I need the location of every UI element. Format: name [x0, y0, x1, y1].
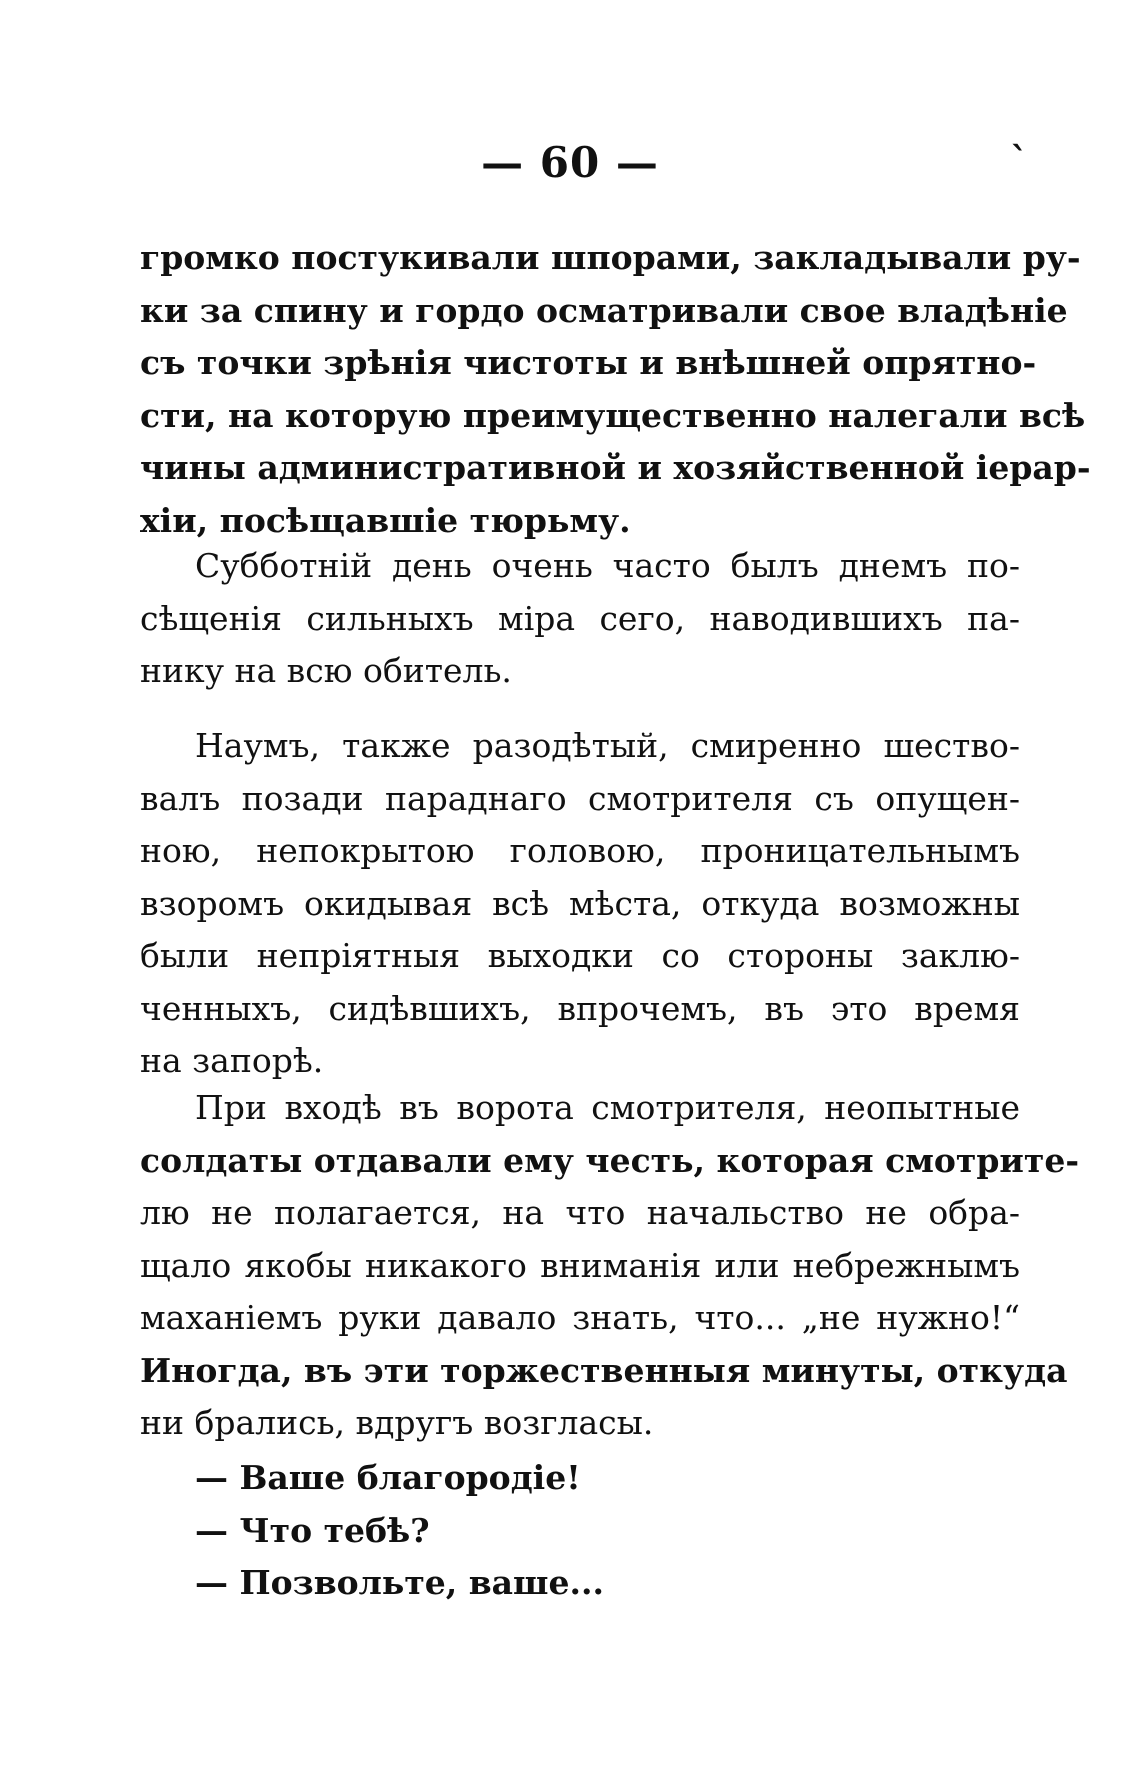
- paragraph-1: [140, 232, 1091, 547]
- page-number: — 60 —: [481, 138, 659, 187]
- text-line: маханіемъ руки давало знать, что... „не нужно!“: [140, 1298, 1020, 1337]
- text-line: солдаты отдавали ему честь, которая смотрите-: [140, 1140, 1080, 1180]
- text-line: громко постукивали шпорами, закладывали ру-: [140, 238, 1081, 277]
- text-line: Наумъ, также разодѣтый, смиренно шество-: [195, 726, 1020, 765]
- text-line: хіи, посѣщавшіе тюрьму.: [140, 500, 631, 540]
- text-line: щало якобы никакого вниманія или небрежнымъ: [140, 1245, 1020, 1285]
- text-line: ною, непокрытою головою, проницательнымъ: [140, 831, 1020, 870]
- text-line: лю не полагается, на что начальство не обра-: [140, 1193, 1020, 1232]
- dialogue-block: [140, 1452, 1020, 1610]
- text-line: чины административной и хозяйственной іерар-: [140, 448, 1091, 487]
- paragraph-2: [140, 540, 1020, 698]
- text-line: ченныхъ, сидѣвшихъ, впрочемъ, въ это время: [140, 988, 1020, 1028]
- text-line: были непріятныя выходки со стороны заклю-: [140, 936, 1020, 975]
- dialogue-line: — Позвольте, ваше...: [195, 1563, 604, 1602]
- text-line: ки за спину и гордо осматривали свое владѣніе: [140, 290, 1068, 330]
- text-line: Субботній день очень часто былъ днемъ по-: [195, 546, 1020, 585]
- dialogue-line: — Что тебѣ?: [195, 1510, 430, 1550]
- text-line: ни брались, вдругъ возгласы.: [140, 1403, 654, 1442]
- text-line: взоромъ окидывая всѣ мѣста, откуда возможны: [140, 883, 1020, 923]
- stray-ink-mark: `: [1010, 140, 1028, 182]
- text-line: валъ позади параднаго смотрителя съ опущен-: [140, 778, 1020, 818]
- paragraph-3: [140, 720, 1020, 1088]
- paragraph-4: [140, 1082, 1080, 1450]
- text-line: При входѣ въ ворота смотрителя, неопытные: [195, 1088, 1020, 1127]
- text-line: на запорѣ.: [140, 1041, 324, 1080]
- text-line: Иногда, въ эти торжественныя минуты, откуда: [140, 1350, 1068, 1390]
- text-line: нику на всю обитель.: [140, 651, 512, 690]
- text-line: съ точки зрѣнія чистоты и внѣшней опрятно-: [140, 343, 1037, 382]
- text-line: сѣщенія сильныхъ міра сего, наводившихъ па-: [140, 598, 1020, 638]
- dialogue-line: — Ваше благородіе!: [195, 1458, 581, 1497]
- text-line: сти, на которую преимущественно налегали всѣ: [140, 395, 1086, 435]
